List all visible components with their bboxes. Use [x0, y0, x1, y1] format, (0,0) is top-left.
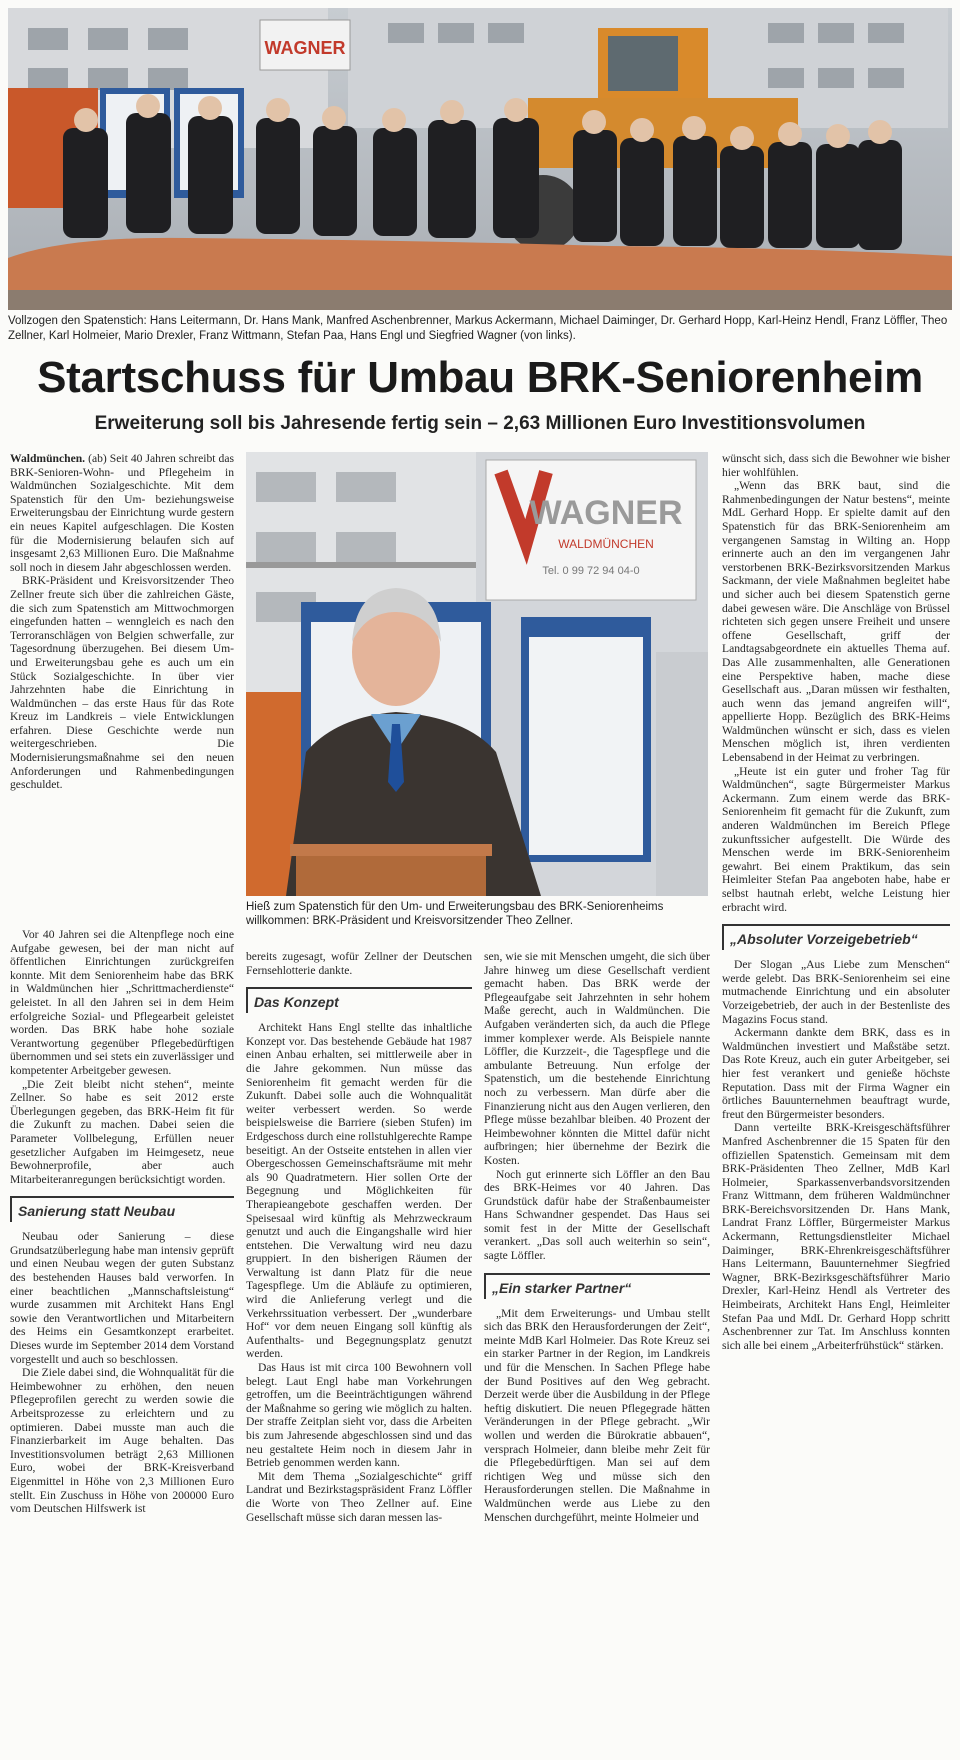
paragraph: wünscht sich, dass sich die Bewohner wie bisher hier wohlfühlen. [722, 452, 950, 479]
subheading-sanierung: Sanierung statt Neubau [10, 1196, 234, 1222]
article-column-2 [246, 950, 472, 1524]
subheading-starker-partner: „Ein starker Partner“ [484, 1273, 710, 1299]
group-photo-illustration [8, 8, 952, 310]
paragraph: Vor 40 Jahren sei die Altenpflege noch eine Aufgabe gewesen, bei der man nicht auf öffentlichen Einrichtungen zurückgreifen konnte. Mit dem Seniorenheim habe das BRK in Waldmünchen hier „Schrittmacherdienste“ geleistet. In all den Jahren sei in dem Heim erfolgreiche Sozial- und Pflegearbeit geleistet worden. Das BRK habe hohe soziale Verantwortung gegenüber Pflegebedürftigen übernommen und sei stets ein zuverlässiger und kompetenter Arbeitgeber gewesen. [10, 928, 234, 1077]
top-photo-sign-text: WAGNER [264, 38, 346, 58]
article-headline: Startschuss für Umbau BRK-Seniorenheim [37, 353, 923, 402]
paragraph: bereits zugesagt, wofür Zellner der Deutschen Fernsehlotterie dankte. [246, 950, 472, 977]
article-column-1 [10, 452, 234, 792]
groundbreaking-group-photo [8, 8, 952, 310]
paragraph: Noch gut erinnerte sich Löffler an den Bau des BRK-Heimes vor 40 Jahren. Das Grundstück dafür habe der Straßenbaumeister Hans Schwandner gespendet. Das Haus sei somit fest in der Mitte der Gesellschaft verankert. „Das soll auch weiterhin so sein“, sagte Löffler. [484, 1167, 710, 1263]
subheading-konzept: Das Konzept [246, 987, 472, 1013]
speaker-photo-illustration [246, 452, 708, 896]
top-photo-caption: Vollzogen den Spatenstich: Hans Leitermann, Dr. Hans Mank, Manfred Aschenbrenner, Markus Ackermann, Michael Daiminger, Dr. Gerhard Hopp, Karl-Heinz Hendl, Franz Löffler, Theo Zellner, Karl Holmeier, Mario Drexler, Franz Wittmann, Stefan Paa, Hans Engl und Siegfried Wagner (von links). [8, 315, 948, 342]
speaker-photo [246, 452, 708, 896]
article-column-3 [484, 950, 710, 1524]
paragraph: Neubau oder Sanierung – diese Grundsatzüberlegung habe man intensiv geprüft und einen Neubau wegen der guten Substanz des bestehenden Hauses bald verworfen. In einer beachtlichen „Mannschaftsleistung“ wurde zusammen mit Architekt Hans Engl sowie den Verantwortlichen und Mitarbeitern des Heims ein Gesamtkonzept erarbeitet. Dieses wurde im September 2014 dem Vorstand vorgestellt und auch so beschlossen. [10, 1230, 234, 1366]
paragraph: Mit dem Thema „Sozialgeschichte“ griff Landrat und Bezirkstagspräsident Franz Löffler die Worte von Theo Zellner auf. Eine Gesellschaft müsse sich daran messen las- [246, 1469, 472, 1524]
paragraph: Das Haus ist mit circa 100 Bewohnern voll belegt. Laut Engl habe man Vorkehrungen getroffen, um die Beeinträchtigungen während der Maßnahme so gering wie möglich zu halten. Der straffe Zeitplan sieht vor, dass die Arbeiten bis zum Jahresende abgeschlossen sind und das neu gestaltete Heim noch in diesem Jahr in Betrieb genommen werden kann. [246, 1361, 472, 1470]
paragraph: Architekt Hans Engl stellte das inhaltliche Konzept vor. Das bestehende Gebäude hat 1987 einen Anbau erhalten, sei mittlerweile aber in die Jahre gekommen. Nun müsse das Seniorenheim fit gemacht werden für die Zukunft. Dabei solle auch die Wohnqualität weiter verbessert werden. So werde beispielsweise die Barriere (sieben Stufen) im Erdgeschoss durch eine rollstuhlgerechte Rampe beseitigt. An der Ostseite entstehen in allen vier Obergeschossen Gemeinschaftsräume mit mehr als 90 Quadratmetern. Hier sollen Orte der Begegnung und Möglichkeiten für Therapieangebote geschaffen werden. Der Speisesaal wird künftig als Mehrzweckraum genutzt und auch die Eingangshalle wird hier entstehen. Die Verwaltung wird neu dazu gruppiert. In den bisherigen Räumen der Verwaltung ist dann Platz für die neue Tagespflege. Um die Abläufe zu optimieren, wird die Anlieferung verlegt und die Verkehrssituation verbessert. Der „wunderbare Hof“ vor dem neuen Eingang soll künftig als Aufenthalts- und Begegnungsplatz genutzt werden. [246, 1021, 473, 1361]
paragraph: BRK-Präsident und Kreisvorsitzender Theo Zellner freute sich über die zahlreichen Gäste, die sich zum Spatenstich am Mittwochmorgen eingefunden hatten – wenngleich es nach den Terroranschlägen von Belgien schwerfalle, zur Tagesordnung überzugehen. Bei diesem Um- und Erweiterungsbau gehe es auch um ein Stück Sozialgeschichte. In über vier Jahrzehnten habe die Einrichtung in Waldmünchen – das erste Haus für das Rote Kreuz im Landkreis – viele Entwicklungen erfahren. Diese Geschichte werde nun weitergeschrieben. Die Modernisierungsmaßnahme sei den neuen Anforderungen und Rahmenbedingungen geschuldet. [10, 574, 234, 792]
paragraph: (ab) Seit 40 Jahren schreibt das BRK-Senioren-Wohn- und Pflegeheim in Waldmünchen Sozialgeschichte. Mit dem Spatenstich für den Um- beziehungsweise Erweiterungsbau der Einrichtung wurde gestern ein neues Kapitel aufgeschlagen. Die Kosten für die Modernisierung belaufen sich auf insgesamt 2,63 Millionen Euro. Die Maßnahme soll noch in diesem Jahr abgeschlossen werden. [10, 452, 234, 574]
article-subheadline: Erweiterung soll bis Jahresende fertig sein – 2,63 Millionen Euro Investitionsvolumen [94, 413, 866, 434]
speaker-photo-caption: Hieß zum Spatenstich für den Um- und Erweiterungsbau des BRK-Seniorenheims willkommen: BRK-Präsident und Kreisvorsitzender Theo Zellner. [246, 901, 664, 927]
paragraph: „Die Zeit bleibt nicht stehen“, meinte Zellner. So habe es seit 2012 erste Überlegungen gegeben, das BRK-Heim fit für die Zukunft zu machen. Dabei seien die Parameter Vollbelegung, Erfüllen neuer gesetzlicher Aufgaben im Heimgesetz, neue Bewohnerprofile, aber auch Mitarbeiteranregungen berücksichtigt worden. [10, 1077, 234, 1186]
center-sign-city: WALDMÜNCHEN [558, 537, 654, 551]
paragraph: „Wenn das BRK baut, sind die Rahmenbedingungen der Natur bestens“, meinte MdL Gerhard Hopp. Er spielte damit auf den Spatenstich für das BRK-Seniorenheim am vergangenen Samstag in Wilting an. Hopp erinnerte auch an den im vergangenen Jahr verstorbenen BRK-Bezirksvorsitzenden Markus Sackmann, der viele Maßnahmen begleitet habe und sicher auch bei diesem Spatenstich gerne dabei gewesen wäre. Die Anschläge von Brüssel richteten sich gegen unsere Freiheit und unsere offene Gesellschaft, griff der Landtagsabgeordnete ein aktuelles Thema auf. Das Alle zusammenhalten, alle Generationen eine Perspektive haben, mache diese Gesellschaft aus. „Daran müssen wir festhalten, auch wenn das jemand angreifen will“, appellierte Hopp. Bezüglich des BRK-Heims Waldmünchen wünscht er sich, dass es vielen Menschen möglich ist, ihren verdienten Lebensabend in der Heimat zu verbringen. [722, 479, 950, 765]
paragraph: sen, wie sie mit Menschen umgeht, die sich über Jahre hinweg um diese Gesellschaft verdient gemacht haben. Das BRK werde der Pflegeaufgabe seit Jahrzehnten in sehr hohem Maße gerecht, auch in Waldmünchen. Die Aufgaben veränderten sich, da auch die Pflege immer komplexer werde. Als Beispiele nannte Löffler, die Kurzzeit-, die Tagespflege und die ambulante Betreuung. Nun erfolge der Spatenstich, um die bestehende Einrichtung noch zu verbessern. Man dürfe aber die Finanzierung nicht aus den Augen verlieren, den Pflege müsse bezahlbar bleiben. 40 Prozent der Heimbewohner könnten die Mittel dafür nicht aufbringen; hier übernehme der Bezirk die Kosten. [484, 950, 710, 1167]
paragraph: „Heute ist ein guter und froher Tag für Waldmünchen“, sagte Bürgermeister Markus Ackermann. Zum einem werde das BRK-Seniorenheim fit gemacht für die Zukunft, zum anderen Waldmünchen im Bereich Pflege zukunftssicher aufgestellt. Die Würde des Menschen werde im BRK-Seniorenheim gewahrt. Bei einem Praktikum, das sein Heimleiter Stefan Paa angeboten habe, habe er selbst hautnah erlebt, welche Leistung hier erbracht wird. [722, 764, 950, 914]
article-column-4 [722, 452, 950, 1352]
subheading-vorzeigebetrieb: „Absoluter Vorzeigebetrieb“ [722, 924, 950, 950]
article-column-1-continued [10, 928, 234, 1516]
paragraph: Dann verteilte BRK-Kreisgeschäftsführer Manfred Aschenbrenner die 15 Spaten für den offiziellen Spatenstich. Gemeinsam mit dem BRK-Präsidenten Theo Zellner, MdB Karl Holmeier, Sparkassenverbandsvorsitzenden Franz Wittmann, dem früheren Waldmünchner BRK-Bereichsvorsitzenden Dr. Hans Mank, Landrat Franz Löffler, Bürgermeister Markus Ackermann, Rettungsdienstleiter Michael Daiminger, BRK-Ehrenkreisgeschäftsführer Hans Leitermann, Bauunternehmer Siegfried Wagner, BRK-Bezirksgeschäftsführer Mario Drexler, Karl-Heinz Hendl als Vertreter des Heimbeirats, Architekt Hans Engl, Heimleiter Stefan Paa und MdL Dr. Gerhard Hopp schritt Aschenbrenner zur Tat. Im Anschluss konnten sich alle bei einem „Arbeiterfrühstück“ stärken. [722, 1121, 950, 1352]
paragraph: Die Ziele dabei sind, die Wohnqualität für die Heimbewohner zu erhöhen, den neuen Pflegeprofilen gerecht zu werden sowie die Arbeitsprozesse zu erleichtern und zu optimieren. Dabei musste man auch die Finanzierbarkeit im Auge behalten. Das Investitionsvolumen beträgt 2,63 Millionen Euro, wobei der BRK-Kreisverband Eigenmittel in Höhe von 2,3 Millionen Euro stellt. Ein Zuschuss in Höhe von 200000 Euro vom Deutschen Hilfswerk ist [10, 1366, 234, 1516]
center-sign-phone: Tel. 0 99 72 94 04-0 [542, 565, 640, 577]
dateline: Waldmünchen. [10, 452, 86, 465]
paragraph: „Mit dem Erweiterungs- und Umbau stellt sich das BRK den Herausforderungen der Zeit“, meinte MdB Karl Holmeier. Das Rote Kreuz sei ein starker Partner in der Region, im Landkreis und für die Menschen. In Sachen Pflege habe der Bund Positives auf den Weg gebracht. Derzeit werde über die Ausbildung in der Pflege heftig diskutiert. Die neuen Pflegegrade hätten Veränderungen in der Pflege gebracht. „Wir wollen und werden die Bürokratie abbauen“, versprach Holmeier, dann bleibe mehr Zeit für die Pflegebedürftigen. Man sei auf dem richtigen Weg und müsse sich den Herausforderungen stellen. Die Maßnahme in Waldmünchen werde aus Liebe zu den Menschen durchgeführt, meinte Holmeier und [484, 1306, 710, 1524]
paragraph: Der Slogan „Aus Liebe zum Menschen“ werde gelebt. Das BRK-Seniorenheim sei eine mutmachende Einrichtung und ein absoluter Vorzeigebetrieb, der auch in der Bestenliste des Magazins Focus stand. [722, 958, 950, 1026]
paragraph: Ackermann dankte dem BRK, dass es in Waldmünchen investiert und Maßstäbe setzt. Das Rote Kreuz, auch ein guter Arbeitgeber, sei hier fest verankert und genieße höchste Reputation. Dass mit der Firma Wagner ein örtliches Bauunternehmen beauftragt wurde, freut den Bürgermeister besonders. [722, 1026, 950, 1121]
center-sign-brand: WAGNER [529, 494, 683, 532]
